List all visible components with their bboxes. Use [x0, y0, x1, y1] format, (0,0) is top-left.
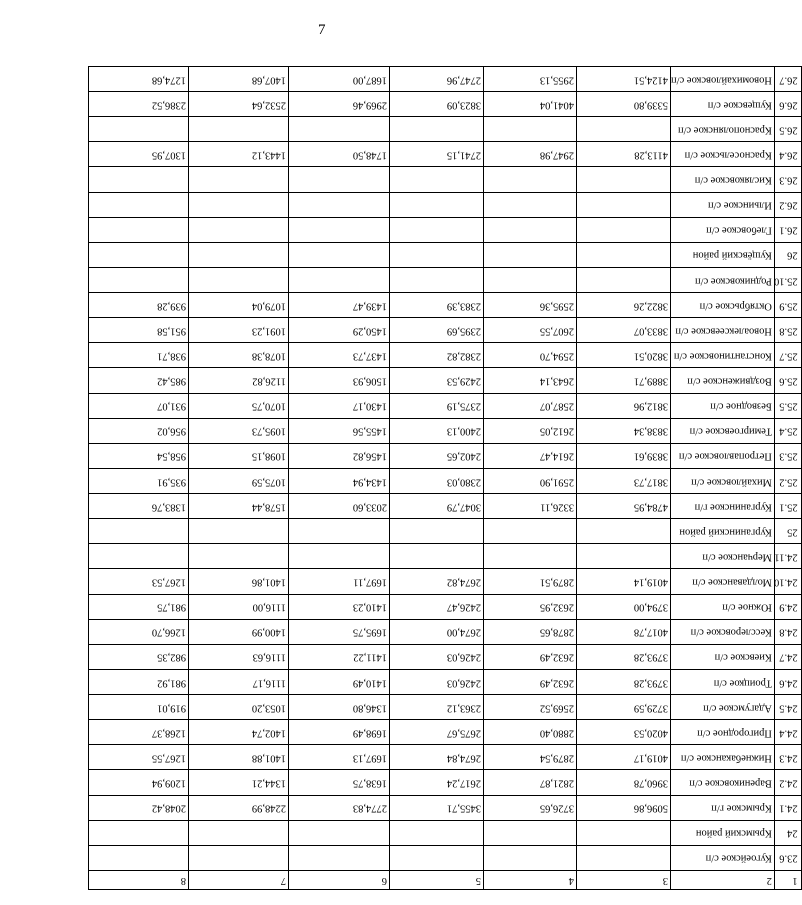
table-cell: 2632,49: [484, 644, 577, 669]
table-cell: 2426,03: [390, 670, 484, 695]
table-cell: Пригородное с/п: [671, 720, 775, 745]
table-cell: [289, 519, 390, 544]
table-cell: 25.4: [774, 418, 801, 443]
table-cell: 1209,94: [89, 770, 189, 795]
table-cell: 1687,00: [289, 67, 390, 92]
table-cell: [484, 167, 577, 192]
table-cell: Кугоейское с/п: [671, 845, 775, 870]
table-cell: Петропавловское с/п: [671, 443, 775, 468]
table-cell: 24.2: [774, 770, 801, 795]
table-cell: 2048,42: [89, 795, 189, 820]
table-cell: [89, 268, 189, 293]
table-cell: [484, 117, 577, 142]
table-cell: [484, 845, 577, 870]
table-cell: 1268,37: [89, 720, 189, 745]
table-cell: [390, 519, 484, 544]
table-cell: Мерчанское с/п: [671, 544, 775, 569]
table-cell: 26.3: [774, 167, 801, 192]
table-cell: [390, 217, 484, 242]
table-cell: 1098,15: [189, 443, 289, 468]
table-cell: 2426,03: [390, 644, 484, 669]
rotated-table-wrapper: [88, 67, 799, 890]
table-cell: 26.4: [774, 142, 801, 167]
table-cell: 1748,50: [289, 142, 390, 167]
table-cell: Крымский район: [671, 820, 775, 845]
table-cell: 5096,86: [577, 795, 671, 820]
table-cell: 1698,49: [289, 720, 390, 745]
table-cell: [484, 544, 577, 569]
table-cell: 1095,73: [189, 418, 289, 443]
table-cell: 1456,82: [289, 443, 390, 468]
table-cell: [289, 192, 390, 217]
table-cell: 1407,68: [189, 67, 289, 92]
table-cell: 25.8: [774, 318, 801, 343]
table-cell: [390, 242, 484, 267]
table-cell: Новомихайловское с/п: [671, 67, 775, 92]
column-header: 1: [774, 871, 801, 890]
table-cell: 1116,00: [189, 594, 289, 619]
table-cell: 1401,86: [189, 569, 289, 594]
table-cell: 1410,23: [289, 594, 390, 619]
table-cell: 1410,49: [289, 670, 390, 695]
table-cell: 2400,13: [390, 418, 484, 443]
table-cell: [289, 117, 390, 142]
table-cell: 4784,95: [577, 494, 671, 519]
table-cell: 931,07: [89, 393, 189, 418]
table-cell: 3793,28: [577, 644, 671, 669]
table-cell: [89, 519, 189, 544]
table-cell: 2383,39: [390, 293, 484, 318]
table-field-row: [89, 67, 189, 890]
table-cell: 24.8: [774, 619, 801, 644]
table-cell: 26.2: [774, 192, 801, 217]
table-cell: Кущевское с/п: [671, 92, 775, 117]
table-cell: 1443,12: [189, 142, 289, 167]
table-cell: [189, 217, 289, 242]
table-cell: [390, 845, 484, 870]
table-cell: 1266,70: [89, 619, 189, 644]
table-cell: 25.2: [774, 469, 801, 494]
table-cell: Южное с/п: [671, 594, 775, 619]
table-cell: 3794,00: [577, 594, 671, 619]
table-cell: [577, 167, 671, 192]
table-cell: 2879,54: [484, 745, 577, 770]
table-cell: Октябрьское с/п: [671, 293, 775, 318]
table-cell: [89, 820, 189, 845]
table-cell: 25.7: [774, 343, 801, 368]
table-cell: 1346,80: [289, 695, 390, 720]
column-header: 6: [289, 871, 390, 890]
table-cell: 2033,60: [289, 494, 390, 519]
table-cell: Константиновское с/п: [671, 343, 775, 368]
table-cell: 982,35: [89, 644, 189, 669]
table-cell: 3326,11: [484, 494, 577, 519]
table-cell: Глебовское с/п: [671, 217, 775, 242]
table-cell: 1697,11: [289, 569, 390, 594]
table-cell: [89, 845, 189, 870]
table-cell: [189, 820, 289, 845]
column-header: 3: [577, 871, 671, 890]
table-cell: [577, 519, 671, 544]
table-cell: 985,42: [89, 368, 189, 393]
table-cell: 1267,53: [89, 569, 189, 594]
table-cell: 2674,00: [390, 619, 484, 644]
table-cell: 25.1: [774, 494, 801, 519]
column-header: 2: [671, 871, 775, 890]
table-cell: [189, 117, 289, 142]
table-cell: 3455,71: [390, 795, 484, 820]
table-cell: Безводное с/п: [671, 393, 775, 418]
table-cell: 935,91: [89, 469, 189, 494]
table-cell: Троицкое с/п: [671, 670, 775, 695]
table-cell: Курганинский район: [671, 519, 775, 544]
table-cell: 1450,29: [289, 318, 390, 343]
table-cell: 3822,26: [577, 293, 671, 318]
table-cell: 24.7: [774, 644, 801, 669]
table-cell: [89, 117, 189, 142]
table-cell: 981,92: [89, 670, 189, 695]
table-cell: [189, 519, 289, 544]
table-cell: [484, 217, 577, 242]
table-cell: 951,58: [89, 318, 189, 343]
table-cell: 2594,70: [484, 343, 577, 368]
table-cell: Варениковское с/п: [671, 770, 775, 795]
column-header: 5: [390, 871, 484, 890]
table-cell: 24.5: [774, 695, 801, 720]
table-cell: 1434,94: [289, 469, 390, 494]
table-cell: 2612,05: [484, 418, 577, 443]
table-cell: 25.3: [774, 443, 801, 468]
column-header: 8: [89, 871, 189, 890]
table-cell: 4017,78: [577, 619, 671, 644]
table-cell: Кисляковское с/п: [671, 167, 775, 192]
table-cell: 26.1: [774, 217, 801, 242]
table-cell: [390, 268, 484, 293]
table-cell: 1070,75: [189, 393, 289, 418]
table-cell: 2426,47: [390, 594, 484, 619]
table-cell: 1506,93: [289, 368, 390, 393]
table-cell: [390, 192, 484, 217]
table-field-row: [289, 67, 390, 890]
table-cell: [577, 217, 671, 242]
table-cell: Крымское г/п: [671, 795, 775, 820]
table-cell: 24: [774, 820, 801, 845]
table-cell: [189, 167, 289, 192]
table-cell: 2617,24: [390, 770, 484, 795]
table-cell: 2632,95: [484, 594, 577, 619]
table-cell: 3726,65: [484, 795, 577, 820]
table-cell: [484, 820, 577, 845]
page-number: 7: [318, 22, 326, 38]
table-cell: 3823,09: [390, 92, 484, 117]
table-cell: Воздвиженское с/п: [671, 368, 775, 393]
table-cell: [484, 519, 577, 544]
table-cell: 1116,17: [189, 670, 289, 695]
table-cell: Новоалексеевское с/п: [671, 318, 775, 343]
table-cell: 1402,74: [189, 720, 289, 745]
table-cell: 3838,34: [577, 418, 671, 443]
table-cell: [289, 268, 390, 293]
table-cell: 2591,90: [484, 469, 577, 494]
table-cell: Киевское с/п: [671, 644, 775, 669]
table-cell: 1274,68: [89, 67, 189, 92]
table-cell: 2375,19: [390, 393, 484, 418]
table-cell: 3047,79: [390, 494, 484, 519]
table-cell: 1079,04: [189, 293, 289, 318]
table-cell: 4124,51: [577, 67, 671, 92]
table-cell: [289, 544, 390, 569]
table-cell: 2880,40: [484, 720, 577, 745]
table-cell: 1430,17: [289, 393, 390, 418]
table-cell: Курганинское г/п: [671, 494, 775, 519]
column-header: 4: [484, 871, 577, 890]
table-cell: 2632,49: [484, 670, 577, 695]
table-cell: 24.10: [774, 569, 801, 594]
table-cell: 1401,88: [189, 745, 289, 770]
table-cell: [484, 192, 577, 217]
table-cell: 2878,65: [484, 619, 577, 644]
table-cell: 2821,87: [484, 770, 577, 795]
table-cell: 2947,98: [484, 142, 577, 167]
table-cell: 26: [774, 242, 801, 267]
table-cell: 2429,53: [390, 368, 484, 393]
table-cell: Краснополянское с/п: [671, 117, 775, 142]
table-cell: 1400,99: [189, 619, 289, 644]
table-cell: 2607,55: [484, 318, 577, 343]
table-cell: 1455,56: [289, 418, 390, 443]
table-cell: 2395,69: [390, 318, 484, 343]
table-cell: [289, 217, 390, 242]
table-cell: 2363,12: [390, 695, 484, 720]
table-cell: [577, 544, 671, 569]
table-cell: [289, 242, 390, 267]
table-cell: Темиргоевское с/п: [671, 418, 775, 443]
table-cell: 3729,59: [577, 695, 671, 720]
table-cell: 25: [774, 519, 801, 544]
table-cell: 2532,64: [189, 92, 289, 117]
table-cell: 956,02: [89, 418, 189, 443]
table-cell: 24.9: [774, 594, 801, 619]
table-cell: 26.6: [774, 92, 801, 117]
table-cell: [189, 242, 289, 267]
table-cell: 2879,51: [484, 569, 577, 594]
table-field-row: [671, 67, 775, 890]
table-cell: 1075,59: [189, 469, 289, 494]
table-cell: 24.11: [774, 544, 801, 569]
table-cell: 2741,15: [390, 142, 484, 167]
table-cell: 2674,84: [390, 745, 484, 770]
table-cell: 1578,44: [189, 494, 289, 519]
table-cell: 3960,78: [577, 770, 671, 795]
table-cell: 1697,13: [289, 745, 390, 770]
table-cell: 2955,13: [484, 67, 577, 92]
table-cell: [89, 217, 189, 242]
table-cell: 1116,63: [189, 644, 289, 669]
table-cell: Ильинское с/п: [671, 192, 775, 217]
table-cell: [390, 544, 484, 569]
table-cell: [189, 544, 289, 569]
table-field-row: [577, 67, 671, 890]
table-cell: 958,54: [89, 443, 189, 468]
table-cell: Нижнебаканское с/п: [671, 745, 775, 770]
table-cell: 2402,65: [390, 443, 484, 468]
table-cell: Кущёвский район: [671, 242, 775, 267]
table-cell: 4113,28: [577, 142, 671, 167]
table-field-row: [484, 67, 577, 890]
table-cell: 23.6: [774, 845, 801, 870]
table-cell: 25.5: [774, 393, 801, 418]
table-cell: 4041,04: [484, 92, 577, 117]
table-cell: [390, 117, 484, 142]
table-cell: 1267,55: [89, 745, 189, 770]
table-cell: 5339,80: [577, 92, 671, 117]
table-cell: 2248,99: [189, 795, 289, 820]
table-cell: 1344,21: [189, 770, 289, 795]
table-cell: Кесслеровское с/п: [671, 619, 775, 644]
table-cell: [390, 820, 484, 845]
table-cell: 1638,75: [289, 770, 390, 795]
table-cell: [289, 820, 390, 845]
table-cell: 2382,82: [390, 343, 484, 368]
table-cell: Родниковское с/п: [671, 268, 775, 293]
table-cell: 2674,82: [390, 569, 484, 594]
table-cell: [577, 192, 671, 217]
table-cell: 4019,14: [577, 569, 671, 594]
table-cell: [577, 268, 671, 293]
table-cell: 1383,76: [89, 494, 189, 519]
table-cell: Красносельское с/п: [671, 142, 775, 167]
table-cell: [577, 242, 671, 267]
table-cell: [189, 845, 289, 870]
table-cell: [577, 845, 671, 870]
table-cell: 26.7: [774, 67, 801, 92]
table-body: [89, 67, 802, 890]
table-cell: 25.10: [774, 268, 801, 293]
table-cell: 981,75: [89, 594, 189, 619]
table-cell: [390, 167, 484, 192]
table-cell: 1078,38: [189, 343, 289, 368]
table-cell: Молдаванское с/п: [671, 569, 775, 594]
table-field-row: [390, 67, 484, 890]
table-cell: 939,28: [89, 293, 189, 318]
table-cell: 2675,67: [390, 720, 484, 745]
table-cell: 24.4: [774, 720, 801, 745]
table-cell: 1307,95: [89, 142, 189, 167]
table-cell: 25.6: [774, 368, 801, 393]
table-cell: [89, 242, 189, 267]
table-cell: 2595,36: [484, 293, 577, 318]
table-cell: 3839,61: [577, 443, 671, 468]
table-cell: 4019,17: [577, 745, 671, 770]
table-cell: 2643,14: [484, 368, 577, 393]
table-cell: 1695,75: [289, 619, 390, 644]
table-cell: [289, 167, 390, 192]
table-cell: 2774,83: [289, 795, 390, 820]
table-cell: 2969,46: [289, 92, 390, 117]
table-cell: [484, 268, 577, 293]
table-cell: 4020,53: [577, 720, 671, 745]
table-cell: 3793,28: [577, 670, 671, 695]
table-cell: 1091,23: [189, 318, 289, 343]
table-cell: 26.5: [774, 117, 801, 142]
table-cell: 2587,07: [484, 393, 577, 418]
table-cell: 1437,73: [289, 343, 390, 368]
table-cell: [484, 242, 577, 267]
table-cell: [89, 544, 189, 569]
table-cell: 1126,82: [189, 368, 289, 393]
table-cell: 2386,52: [89, 92, 189, 117]
table-cell: 1053,20: [189, 695, 289, 720]
table-cell: [577, 117, 671, 142]
table-cell: Михайловское с/п: [671, 469, 775, 494]
table-cell: 1439,47: [289, 293, 390, 318]
table-cell: 938,71: [89, 343, 189, 368]
table-cell: [577, 820, 671, 845]
table-cell: 24.3: [774, 745, 801, 770]
table-cell: 919,01: [89, 695, 189, 720]
table-cell: 3820,51: [577, 343, 671, 368]
table-cell: Адагумское с/п: [671, 695, 775, 720]
table-cell: [189, 192, 289, 217]
table-cell: 3833,07: [577, 318, 671, 343]
table-field-row: [774, 67, 801, 890]
table-cell: 3889,71: [577, 368, 671, 393]
table-cell: 3812,96: [577, 393, 671, 418]
table-cell: 2747,96: [390, 67, 484, 92]
table-cell: 2569,52: [484, 695, 577, 720]
table-cell: 24.6: [774, 670, 801, 695]
table-cell: 24.1: [774, 795, 801, 820]
table-cell: [89, 192, 189, 217]
table-cell: 3817,73: [577, 469, 671, 494]
table-cell: [89, 167, 189, 192]
table-cell: 2380,03: [390, 469, 484, 494]
table-cell: 25.9: [774, 293, 801, 318]
data-table: [88, 66, 802, 890]
column-header: 7: [189, 871, 289, 890]
table-cell: 1411,22: [289, 644, 390, 669]
table-cell: [289, 845, 390, 870]
table-field-row: [189, 67, 289, 890]
table-cell: 2614,47: [484, 443, 577, 468]
table-cell: [189, 268, 289, 293]
